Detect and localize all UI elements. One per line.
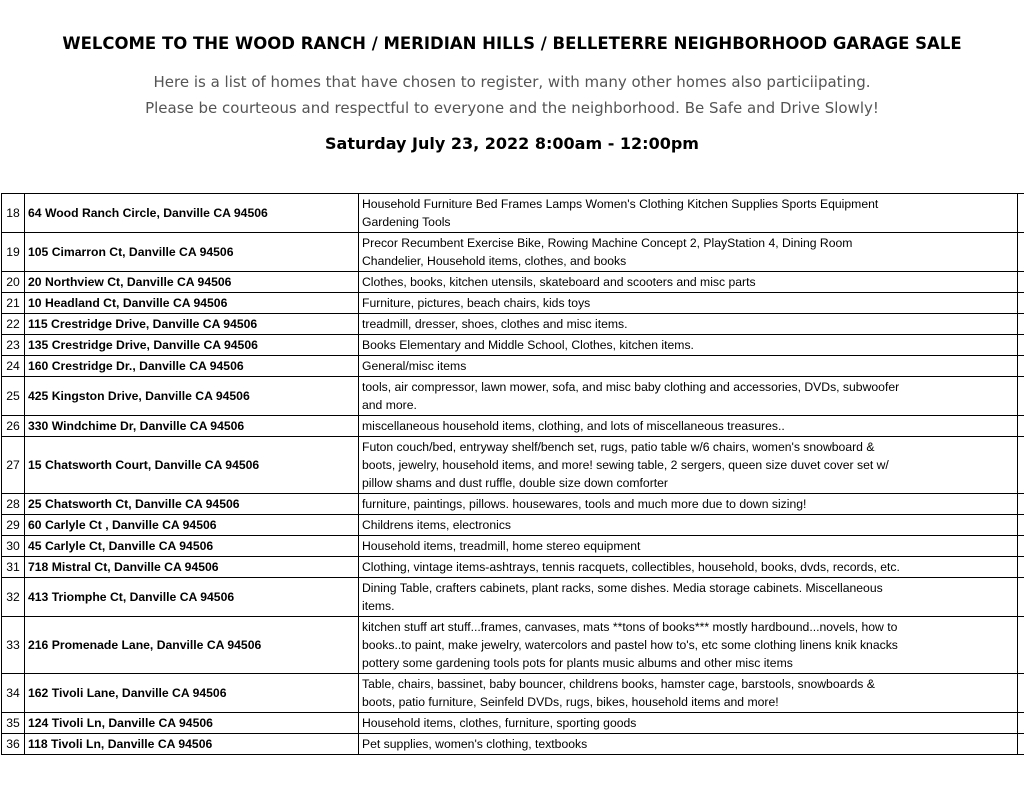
empty-cell: [1018, 314, 1024, 335]
items-description: [359, 314, 1018, 335]
row-number: 30: [2, 536, 25, 557]
table-row: [2, 578, 1024, 617]
home-address: 60 Carlyle Ct , Danville CA 94506: [25, 515, 359, 536]
home-address: 45 Carlyle Ct, Danville CA 94506: [25, 536, 359, 557]
items-line: Futon couch/bed, entryway shelf/bench set, rugs, patio table w/6 chairs, women's snowboard &: [362, 440, 875, 454]
items-description: [359, 536, 1018, 557]
row-number: 24: [2, 356, 25, 377]
empty-cell: [1018, 578, 1024, 617]
empty-cell: [1018, 617, 1024, 674]
items-line: Furniture, pictures, beach chairs, kids toys: [362, 296, 591, 310]
table-row: [2, 377, 1024, 416]
items-description: [359, 194, 1018, 233]
home-address: 10 Headland Ct, Danville CA 94506: [25, 293, 359, 314]
items-description: [359, 272, 1018, 293]
empty-cell: [1018, 674, 1024, 713]
row-number: 36: [2, 734, 25, 755]
items-line: kitchen stuff art stuff...frames, canvases, mats **tons of books*** mostly hardbound...novels, how to: [362, 620, 898, 634]
items-line: furniture, paintings, pillows. housewares, tools and much more due to down sizing!: [362, 497, 807, 511]
row-number: 33: [2, 617, 25, 674]
empty-cell: [1018, 536, 1024, 557]
items-line: tools, air compressor, lawn mower, sofa, and misc baby clothing and accessories, DVDs, subwoofer: [362, 380, 900, 394]
table-row: [2, 557, 1024, 578]
items-description: [359, 416, 1018, 437]
items-line: Clothes, books, kitchen utensils, skateboard and scooters and misc parts: [362, 275, 756, 289]
items-line: Clothing, vintage items-ashtrays, tennis racquets, collectibles, household, books, dvds, records, etc.: [362, 560, 900, 574]
items-description: [359, 578, 1018, 617]
row-number: 18: [2, 194, 25, 233]
items-line: Dining Table, crafters cabinets, plant racks, some dishes. Media storage cabinets. Miscellaneous: [362, 581, 883, 595]
items-line: Books Elementary and Middle School, Clothes, kitchen items.: [362, 338, 694, 352]
sale-date: Saturday July 23, 2022 8:00am - 12:00pm: [325, 134, 699, 153]
items-line: pillow shams and dust ruffle, double size down comforter: [362, 476, 668, 490]
row-number: 20: [2, 272, 25, 293]
items-description: [359, 335, 1018, 356]
items-line: Childrens items, electronics: [362, 518, 512, 532]
empty-cell: [1018, 293, 1024, 314]
items-line: Household items, clothes, furniture, sporting goods: [362, 716, 637, 730]
empty-cell: [1018, 713, 1024, 734]
items-line: items.: [362, 599, 395, 613]
items-description: [359, 356, 1018, 377]
table-row: [2, 335, 1024, 356]
empty-cell: [1018, 515, 1024, 536]
home-address: 20 Northview Ct, Danville CA 94506: [25, 272, 359, 293]
table-row: [2, 416, 1024, 437]
items-line: Pet supplies, women's clothing, textbooks: [362, 737, 588, 751]
home-address: 216 Promenade Lane, Danville CA 94506: [25, 617, 359, 674]
items-description: [359, 437, 1018, 494]
table-row: [2, 437, 1024, 494]
home-address: 718 Mistral Ct, Danville CA 94506: [25, 557, 359, 578]
items-description: [359, 293, 1018, 314]
empty-cell: [1018, 416, 1024, 437]
items-description: [359, 377, 1018, 416]
row-number: 29: [2, 515, 25, 536]
row-number: 19: [2, 233, 25, 272]
items-line: Chandelier, Household items, clothes, and books: [362, 254, 627, 268]
items-line: books..to paint, make jewelry, watercolors and pastel how to's, etc some clothing linens knik knacks: [362, 638, 898, 652]
row-number: 21: [2, 293, 25, 314]
home-address: 160 Crestridge Dr., Danville CA 94506: [25, 356, 359, 377]
subtitle-line-1: Here is a list of homes that have chosen to register, with many other homes also particiipating.: [153, 73, 871, 91]
items-description: [359, 674, 1018, 713]
row-number: 26: [2, 416, 25, 437]
row-number: 23: [2, 335, 25, 356]
items-line: and more.: [362, 398, 417, 412]
row-number: 34: [2, 674, 25, 713]
items-description: [359, 557, 1018, 578]
row-number: 32: [2, 578, 25, 617]
empty-cell: [1018, 356, 1024, 377]
items-line: Household Furniture Bed Frames Lamps Women's Clothing Kitchen Supplies Sports Equipment: [362, 197, 879, 211]
home-address: 15 Chatsworth Court, Danville CA 94506: [25, 437, 359, 494]
items-line: General/misc items: [362, 359, 467, 373]
row-number: 22: [2, 314, 25, 335]
row-number: 27: [2, 437, 25, 494]
empty-cell: [1018, 557, 1024, 578]
table-row: [2, 314, 1024, 335]
table-row: [2, 494, 1024, 515]
home-address: 25 Chatsworth Ct, Danville CA 94506: [25, 494, 359, 515]
items-line: boots, jewelry, household items, and more! sewing table, 2 sergers, queen size duvet cover set w/: [362, 458, 889, 472]
home-address: 425 Kingston Drive, Danville CA 94506: [25, 377, 359, 416]
table-row: [2, 272, 1024, 293]
table-row: [2, 617, 1024, 674]
home-address: 64 Wood Ranch Circle, Danville CA 94506: [25, 194, 359, 233]
empty-cell: [1018, 377, 1024, 416]
subtitle-line-2: Please be courteous and respectful to everyone and the neighborhood. Be Safe and Drive Slowly!: [145, 99, 879, 117]
empty-cell: [1018, 335, 1024, 356]
row-number: 35: [2, 713, 25, 734]
empty-cell: [1018, 233, 1024, 272]
table-row: [2, 293, 1024, 314]
table-row: [2, 356, 1024, 377]
empty-cell: [1018, 437, 1024, 494]
home-address: 330 Windchime Dr, Danville CA 94506: [25, 416, 359, 437]
row-number: 31: [2, 557, 25, 578]
home-address: 118 Tivoli Ln, Danville CA 94506: [25, 734, 359, 755]
homes-table: [1, 193, 1024, 755]
homes-table-body: [2, 194, 1024, 755]
items-description: [359, 494, 1018, 515]
empty-cell: [1018, 494, 1024, 515]
row-number: 25: [2, 377, 25, 416]
table-row: [2, 515, 1024, 536]
items-description: [359, 734, 1018, 755]
table-row: [2, 536, 1024, 557]
table-row: [2, 194, 1024, 233]
items-line: Gardening Tools: [362, 215, 451, 229]
page-title: WELCOME TO THE WOOD RANCH / MERIDIAN HILLS / BELLETERRE NEIGHBORHOOD GARAGE SALE: [62, 34, 962, 53]
items-line: miscellaneous household items, clothing, and lots of miscellaneous treasures..: [362, 419, 785, 433]
items-line: treadmill, dresser, shoes, clothes and misc items.: [362, 317, 628, 331]
table-row: [2, 674, 1024, 713]
row-number: 28: [2, 494, 25, 515]
items-description: [359, 233, 1018, 272]
items-line: boots, patio furniture, Seinfeld DVDs, rugs, bikes, household items and more!: [362, 695, 779, 709]
empty-cell: [1018, 194, 1024, 233]
home-address: 105 Cimarron Ct, Danville CA 94506: [25, 233, 359, 272]
items-line: Precor Recumbent Exercise Bike, Rowing Machine Concept 2, PlayStation 4, Dining Room: [362, 236, 853, 250]
table-row: [2, 233, 1024, 272]
empty-cell: [1018, 272, 1024, 293]
home-address: 162 Tivoli Lane, Danville CA 94506: [25, 674, 359, 713]
items-description: [359, 515, 1018, 536]
home-address: 115 Crestridge Drive, Danville CA 94506: [25, 314, 359, 335]
home-address: 413 Triomphe Ct, Danville CA 94506: [25, 578, 359, 617]
items-description: [359, 713, 1018, 734]
home-address: 135 Crestridge Drive, Danville CA 94506: [25, 335, 359, 356]
items-description: [359, 617, 1018, 674]
home-address: 124 Tivoli Ln, Danville CA 94506: [25, 713, 359, 734]
table-row: [2, 734, 1024, 755]
items-line: Table, chairs, bassinet, baby bouncer, childrens books, hamster cage, barstools, snowboards &: [362, 677, 875, 691]
items-line: Household items, treadmill, home stereo equipment: [362, 539, 641, 553]
items-line: pottery some gardening tools pots for plants music albums and other misc items: [362, 656, 793, 670]
empty-cell: [1018, 734, 1024, 755]
table-row: [2, 713, 1024, 734]
